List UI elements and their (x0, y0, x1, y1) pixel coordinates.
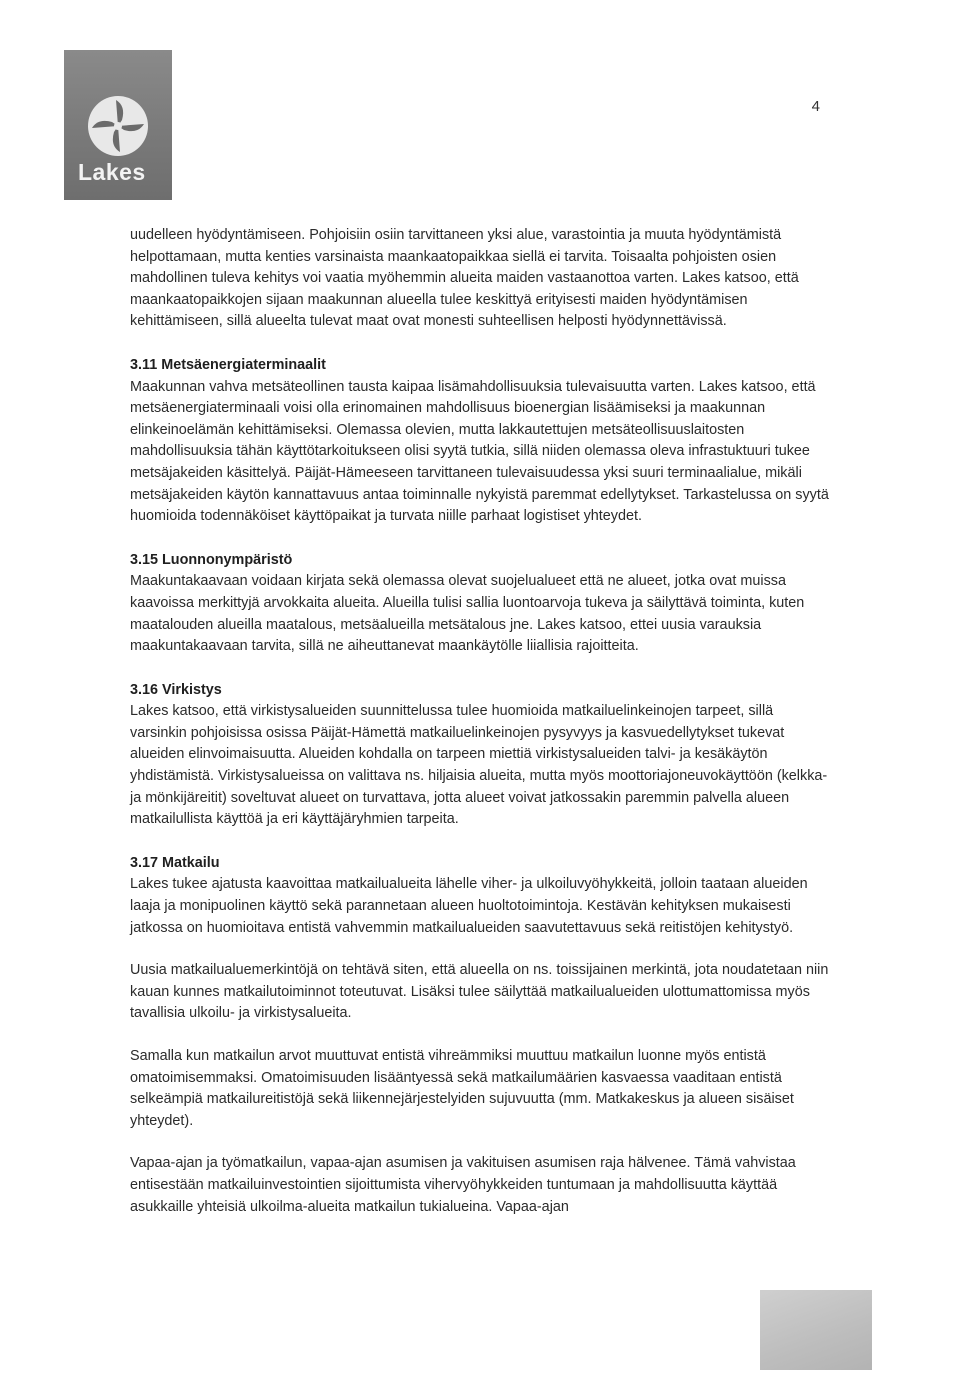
section-matkailu (130, 853, 830, 1218)
section-paragraph: Samalla kun matkailun arvot muuttuvat entistä vihreämmiksi muuttuu matkailun luonne myös entistä omatoimisemmaksi. Omatoimisuuden lisääntyessä sekä matkailumäärien kasvaessa vaaditaan entistä selkeämpiä matkailureitistöjä sekä liikennejärjestelyiden sujuvuutta (mm. Matkakeskus ja alueen sisäiset yhteydet). (130, 1048, 794, 1129)
intro-paragraph: uudelleen hyödyntämiseen. Pohjoisiin osiin tarvittaneen yksi alue, varastointia ja muuta hyödyntämistä helpottamaan, mutta kenties varsinaista maankaatopaikkaa siellä ei tarvita. Toisaalta pohjoisten osien mahdollinen tuleva kehitys voi vaatia myöhemmin alueita maiden vastaanottoa varten. Lakes katsoo, että maankaatopaikkojen sijaan maakunnan alueella tulee keskittyä erityisesti maiden hyödyntämisen kehittämiseen, sillä alueelta tulevat maat ovat monesti suhteellisen helposti hyödynnettävissä. (130, 227, 799, 330)
lakes-logo (64, 50, 172, 200)
section-virkistys (130, 680, 830, 831)
section-heading: 3.11 Metsäenergiaterminaalit (130, 356, 326, 373)
section-paragraph: Vapaa-ajan ja työmatkailun, vapaa-ajan asumisen ja vakituisen asumisen raja hälvenee. Tämä vahvistaa entisestään matkailuinvestointien sijoittumista vihervyöhykkeiden tuntumaan ja mahdollisuutta käyttää asukkaille yhteisiä ulkoilma-alueita matkailun tukialueina. Vapaa-ajan (130, 1155, 796, 1215)
section-metsaenergiaterminaalit (130, 355, 830, 528)
document-body (130, 225, 830, 1218)
section-heading: 3.16 Virkistys (130, 681, 222, 698)
section-luonnonymparisto (130, 550, 830, 658)
section-heading: 3.15 Luonnonympäristö (130, 551, 293, 568)
logo-wordmark: Lakes (78, 159, 146, 185)
section-paragraph: Maakuntakaavaan voidaan kirjata sekä olemassa olevat suojelualueet että ne alueet, jotka ovat muissa kaavoissa merkittyjä arvokkaita alueita. Alueilla tulisi sallia luontoarvoja tukeva ja säilyttävä toiminta, kuten maatalouden alueilla maatalous, metsäalueilla metsätalous jne. Lakes katsoo, ettei uusia varauksia maakuntakaavaan tarvita, sillä ne aiheuttanevat maankäytölle liiallisia rajoitteita. (130, 573, 805, 655)
scan-stamp (760, 1290, 872, 1370)
section-paragraph: Maakunnan vahva metsäteollinen tausta kaipaa lisämahdollisuuksia tulevaisuutta varten. Lakes katsoo, että metsäenergiaterminaali voisi olla erinomainen mahdollisuus bioenergian lisäämiseksi ja maakunnan elinkeinoelämän kehittämiseksi. Olemassa olevien, mutta lakkautettujen metsäteollisuuslaitosten mahdollisuuksia tähän käyttötarkoitukseen olisi syytä tutkia, sillä niiden olemassa oleva infrastuktuuri tukee metsäjakeiden käsittelyä. Päijät-Hämeeseen tarvittaneen tulevaisuudessa yksi suuri terminaalialue, mikäli metsäjakeiden käytön kannattavuus antaa toiminnalle nykyistä paremmat edellytykset. Tarkastelussa on syytä huomioida todennäköiset käyttöpaikat ja turvata niille parhaat logistiset yhteydet. (130, 378, 829, 525)
section-paragraph: Lakes katsoo, että virkistysalueiden suunnittelussa tulee huomioida matkailuelinkeinojen tarpeet, sillä varsinkin pohjoisissa osissa Päijät-Hämettä matkailuelinkeinojen pysyvyys ja kasvuedellytykset tukevat alueiden elinvoimaisuutta. Alueiden kohdalla on tarpeen miettiä virkistysalueiden talvi- ja kesäkäytön yhdistämistä. Virkistysalueissa on valittava ns. hiljaisia alueita, mutta myös moottoriajoneuvokäyttöön (kelkka- ja mönkijäreitit) soveltuvat alueet on turvattava, jotta alueet voivat jatkossakin paremmin palvella alueen matkailullista käyttöä ja eri käyttäjäryhmien tarpeita. (130, 703, 828, 828)
section-paragraph: Uusia matkailualuemerkintöjä on tehtävä siten, että alueella on ns. toissijainen merkintä, jota noudatetaan niin kauan kunnes matkailutoiminnot toteutuvat. Lisäksi tulee säilyttää matkailualueiden ulottumattomissa myös tavallisia ulkoilu- ja virkistysalueita. (130, 962, 829, 1022)
page-number: 4 (811, 98, 820, 115)
section-heading: 3.17 Matkailu (130, 854, 220, 871)
section-paragraph: Lakes tukee ajatusta kaavoittaa matkailualueita lähelle viher- ja ulkoiluvyöhykkeitä, jolloin taataan alueiden laaja ja monipuolinen käyttö sekä parannetaan alueen huoltotoimintoja. Kestävän kehityksen mukaisesti jatkossa on huomioitava entistä vahvemmin matkailualueiden saavutettavuus sekä reitistöjen kehitystyö. (130, 876, 808, 936)
pinwheel-icon (86, 94, 150, 158)
